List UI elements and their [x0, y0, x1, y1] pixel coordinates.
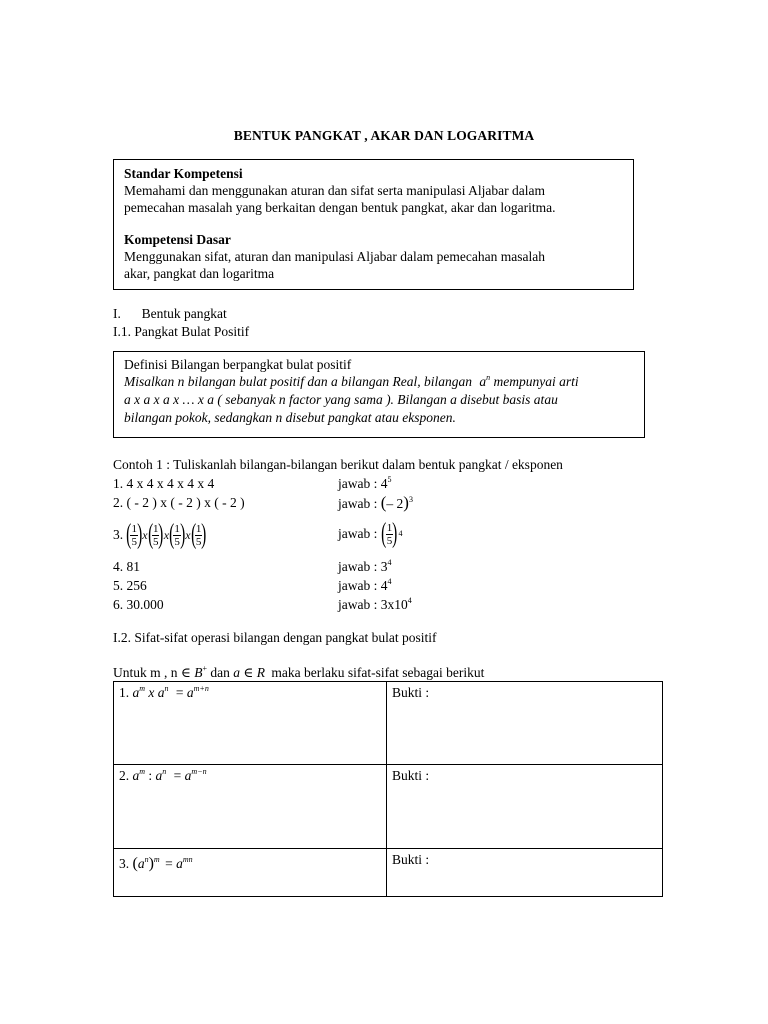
standar-kompetensi-heading: Standar Kompetensi: [124, 166, 243, 181]
kompetensi-dasar-text-1: Menggunakan sifat, aturan dan manipulasi Aljabar dalam pemecahan masalah: [124, 249, 545, 264]
definisi-power: $a^n$: [479, 373, 491, 389]
property-bukti-2[interactable]: Bukti :: [387, 765, 663, 849]
table-row: [114, 765, 663, 849]
contoh-answer-5: jawab : $4^4$: [338, 577, 392, 593]
contoh-answer-6: jawab : $3x10^4$: [338, 596, 412, 612]
contoh-question-1: 1. 4 x 4 x 4 x 4 x 4: [113, 476, 215, 491]
standar-kompetensi-text-2: pemecahan masalah yang berkaitan dengan bentuk pangkat, akar dan logaritma.: [124, 200, 556, 215]
definisi-box: [113, 351, 645, 438]
standar-kompetensi-text-1: Memahami dan menggunakan aturan dan sifat serta manipulasi Aljabar dalam: [124, 183, 545, 198]
definisi-text-2: a x a x a x … x a ( sebanyak n factor yang sama ). Bilangan a disebut basis atau: [124, 392, 558, 407]
sifat-intro: Untuk m , n ∈ B+ dan a ∈ R maka berlaku sifat-sifat sebagai berikut: [113, 664, 485, 680]
contoh-question-4: 4. 81: [113, 559, 140, 574]
fraction-term: ( $\frac{1}{5}$ ): [190, 519, 207, 550]
page-title: BENTUK PANGKAT , AKAR DAN LOGARITMA: [233, 128, 535, 143]
definisi-heading: Definisi Bilangan berpangkat bulat positif: [124, 357, 352, 372]
property-bukti-3[interactable]: Bukti :: [387, 849, 663, 897]
contoh-question-6: 6. 30.000: [113, 597, 164, 612]
properties-table: [113, 681, 663, 897]
kompetensi-box: [113, 159, 634, 290]
table-row: [114, 682, 663, 765]
property-formula-2: 2. $a^m$ : $a^n = a^{m-n}$: [114, 765, 387, 849]
contoh-answer-3: jawab : ( $\frac{1}{5}$ ) 4: [338, 518, 403, 549]
subsection-heading: I.1. Pangkat Bulat Positif: [113, 324, 250, 339]
contoh-answer-2: jawab : (– 2)$^3$: [338, 493, 413, 512]
contoh-answer-4: jawab : $3^4$: [338, 558, 392, 574]
section-1-2-heading: I.2. Sifat-sifat operasi bilangan dengan pangkat bulat positif: [113, 630, 437, 645]
fraction-term: ( $\frac{1}{5}$ ): [126, 519, 143, 550]
table-row: [114, 849, 663, 897]
section-numeral: I.: [113, 306, 121, 321]
contoh-intro: Contoh 1 : Tuliskanlah bilangan-bilangan berikut dalam bentuk pangkat / eksponen: [113, 457, 563, 472]
property-bukti-1[interactable]: Bukti :: [387, 682, 663, 765]
definisi-text-1: Misalkan n bilangan bulat positif dan a bilangan Real, bilangan $a^n$ mempunyai arti: [124, 373, 579, 389]
fraction-term: ( $\frac{1}{5}$ ): [169, 519, 186, 550]
property-formula-3: 3. $(a^n)^m = a^{mn}$: [114, 849, 387, 897]
section-title: Bentuk pangkat: [141, 306, 227, 321]
property-formula-1: 1. $a^m$ x $a^n = a^{m+n}$: [114, 682, 387, 765]
fraction-term: ( $\frac{1}{5}$ ): [147, 519, 164, 550]
contoh-question-3: 3. ( $\frac{1}{5}$ ) x ( $\frac{1}{5}$ ) x ( $\frac{1}{5}$ ) x ( $\frac{1}{5}$ ): [113, 519, 207, 550]
contoh-question-5: 5. 256: [113, 578, 147, 593]
definisi-text-3: bilangan pokok, sedangkan n disebut pangkat atau eksponen.: [124, 410, 456, 425]
section-heading: [113, 305, 227, 322]
contoh-question-2: 2. ( - 2 ) x ( - 2 ) x ( - 2 ): [113, 495, 245, 510]
kompetensi-dasar-heading: Kompetensi Dasar: [124, 232, 231, 247]
contoh-answer-1: jawab : $4^5$: [338, 475, 392, 491]
kompetensi-dasar-text-2: akar, pangkat dan logaritma: [124, 266, 275, 281]
